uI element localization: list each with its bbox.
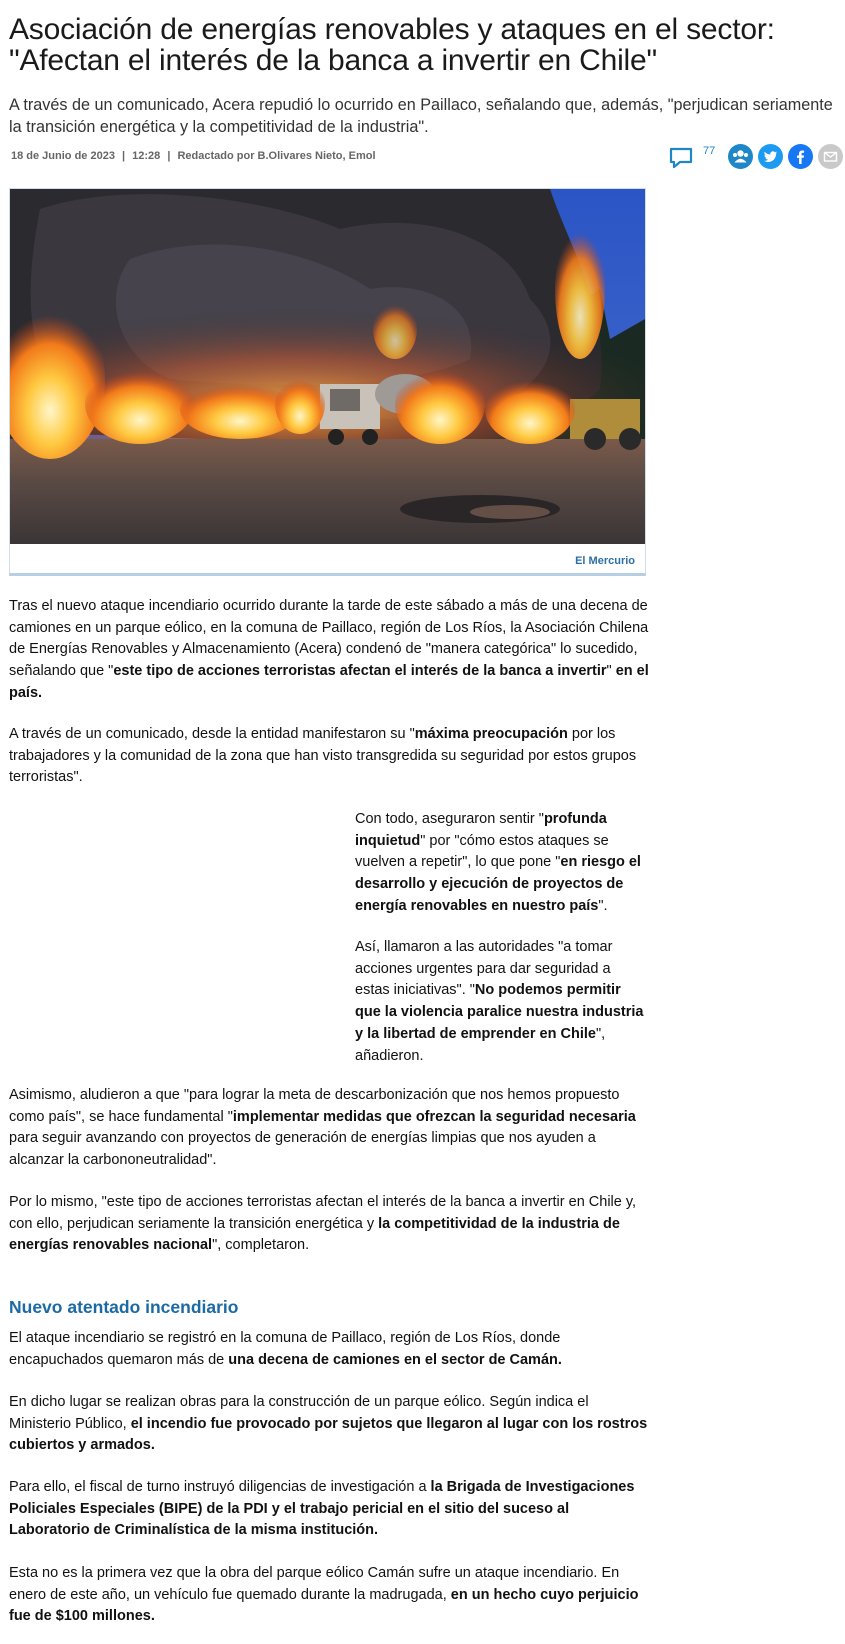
paragraph-3: Con todo, aseguraron sentir "profunda inquietud" por "cómo estos ataques se vuelven a repetir", lo que pone "en riesgo el desarrollo y ejecución de proyectos de energía renovables en nuestro país". xyxy=(355,811,641,914)
paragraph-1: Tras el nuevo ataque incendiario ocurrido durante la tarde de este sábado a más de una decena de camiones en un parque eólico, en la comuna de Paillaco, región de Los Ríos, la Asociación Chilena de Energías Renovables y Almacenamiento (Acera) condenó de "manera categórica" lo sucedido, señalando que "este tipo de acciones terroristas afectan el interés de la banca a invertir" en el país. xyxy=(9,598,649,701)
fire-trucks-photo xyxy=(10,189,645,544)
paragraph-4: Así, llamaron a las autoridades "a tomar acciones urgentes para dar seguridad a estas iniciativas". "No podemos permitir que la violencia paralice nuestra industria y la libertad de emprender en Chile", añadieron. xyxy=(355,939,644,1064)
paragraph-7: El ataque incendiario se registró en la comuna de Paillaco, región de Los Ríos, donde encapuchados quemaron más de una decena de camiones en el sector de Camán. xyxy=(9,1330,562,1368)
facebook-icon[interactable] xyxy=(788,144,813,169)
article-title: Asociación de energías renovables y ataques en el sector: "Afectan el interés de la banca a invertir en Chile" xyxy=(9,13,775,77)
article-byline xyxy=(9,150,378,162)
email-icon[interactable] xyxy=(818,144,843,169)
article-summary: A través de un comunicado, Acera repudió lo ocurrido en Paillaco, señalando que, además, "perjudican seriamente la transición energética y la competitividad de la industria". xyxy=(9,96,833,136)
paragraph-5: Asimismo, aludieron a que "para lograr la meta de descarbonización que nos hemos propuesto como país", se hace fundamental "implementar medidas que ofrezcan la seguridad necesaria para seguir avanzando con proyectos de generación de energías limpias que nos ayuden a alcanzar la carbononeutralidad". xyxy=(9,1087,636,1169)
article-figure xyxy=(9,188,646,576)
comment-icon[interactable] xyxy=(668,146,696,172)
byline-separator: | xyxy=(122,150,126,162)
paragraph-6: Por lo mismo, "este tipo de acciones terroristas afectan el interés de la banca a invertir en Chile y, con ello, perjudican seriamente la transición energética y la competitividad de la industria de energías renovables nacional", completaron. xyxy=(9,1194,637,1254)
publish-date: 18 de Junio de 2023 xyxy=(11,150,115,162)
comment-count[interactable]: 77 xyxy=(703,145,716,157)
section-subheading: Nuevo atentado incendiario xyxy=(9,1297,239,1317)
paragraph-9: Para ello, el fiscal de turno instruyó diligencias de investigación a la Brigada de Investigaciones Policiales Especiales (BIPE) de la PDI y el trabajo pericial en el sitio del suceso al Laboratorio de Criminalística de la misma institución. xyxy=(9,1479,635,1539)
publish-time: 12:28 xyxy=(132,150,161,162)
paragraph-2: A través de un comunicado, desde la entidad manifestaron su "máxima preocupación por los trabajadores y la comunidad de la zona que han visto transgredida su seguridad por estos grupos terroristas". xyxy=(9,726,637,786)
author-credit: Redactado por B.Olivares Nieto, Emol xyxy=(177,150,376,162)
image-caption: El Mercurio xyxy=(575,555,635,567)
byline-separator: | xyxy=(167,150,171,162)
share-toolbar xyxy=(668,144,845,172)
community-icon[interactable] xyxy=(728,144,753,169)
paragraph-8: En dicho lugar se realizan obras para la construcción de un parque eólico. Según indica el Ministerio Público, el incendio fue provocado por sujetos que llegaron al lugar con los rostros cubiertos y armados. xyxy=(9,1394,648,1454)
paragraph-10: Esta no es la primera vez que la obra del parque eólico Camán sufre un ataque incendiario. En enero de este año, un vehículo fue quemado durante la madrugada, en un hecho cuyo perjuicio fue de $100 millones. xyxy=(9,1565,639,1625)
twitter-icon[interactable] xyxy=(758,144,783,169)
